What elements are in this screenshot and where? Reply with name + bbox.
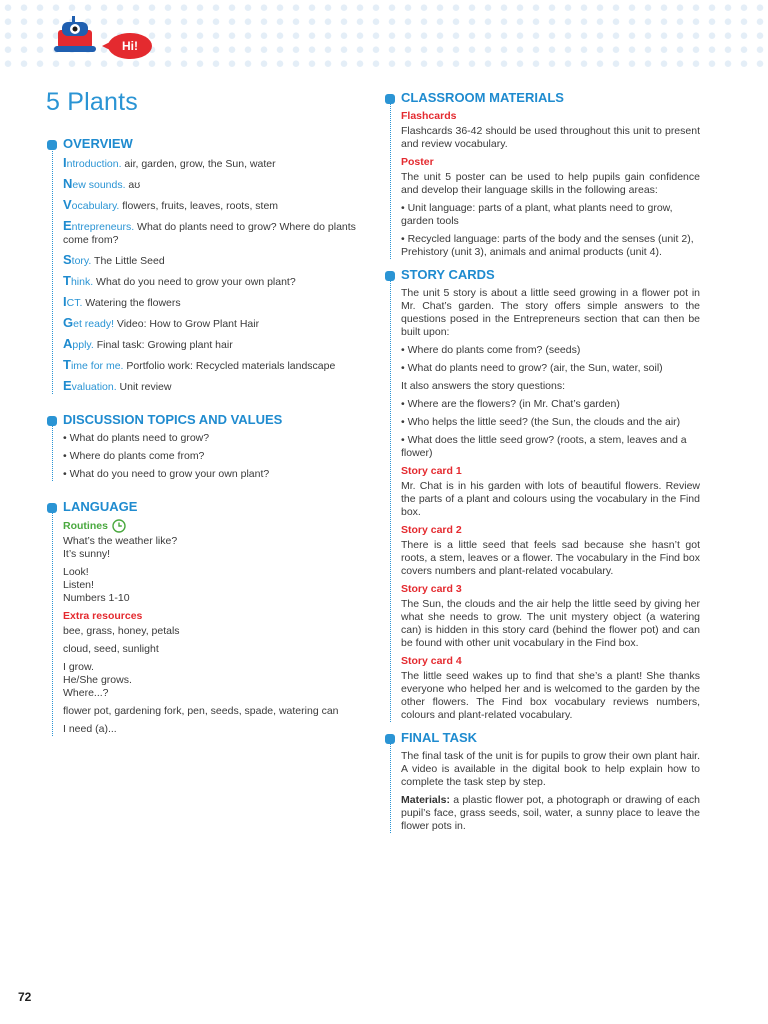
- list-item: • Recycled language: parts of the body and the senses (unit 2), Prehistory (unit 3), animals and animal products (unit 4).: [401, 233, 694, 258]
- overview-keyword: pply.: [72, 339, 94, 351]
- section-bullet-icon: [385, 271, 395, 281]
- language-line: It’s sunny!: [63, 548, 111, 560]
- routines-list: [63, 535, 368, 605]
- overview-text: Unit review: [116, 381, 172, 393]
- overview-letter: T: [63, 273, 71, 288]
- list-item: • Where do plants come from? (seeds): [401, 344, 581, 356]
- section-dotted-line: [390, 742, 391, 833]
- language-group: [63, 705, 368, 718]
- overview-letter: N: [63, 176, 73, 191]
- story-cards-section: [390, 267, 700, 722]
- language-line: Look!: [63, 566, 89, 578]
- overview-text: aʊ: [125, 179, 141, 191]
- overview-item: [63, 198, 368, 213]
- story-card-heading: Story card 2: [401, 524, 462, 536]
- language-line: Listen!: [63, 579, 94, 591]
- routines-label: Routines: [63, 519, 108, 532]
- overview-keyword: valuation.: [71, 381, 117, 393]
- overview-item: [63, 219, 368, 247]
- overview-letter: I: [63, 294, 67, 309]
- section-title: CLASSROOM MATERIALS: [401, 90, 564, 105]
- section-title: OVERVIEW: [63, 136, 133, 151]
- language-section: [52, 499, 368, 736]
- flashcards-text: Flashcards 36-42 should be used throughout this unit to present and review vocabulary.: [401, 125, 700, 150]
- overview-keyword: ntroduction.: [66, 158, 122, 170]
- story-intro: The unit 5 story is about a little seed growing in a flower pot in Mr. Chat’s garden. The story offers simple answers to the questions posed in the Entrepreneurs section that can then be built upon:: [401, 287, 700, 338]
- language-group: [63, 566, 368, 605]
- materials-list: a plastic flower pot, a photograph or drawing of each pupil’s face, grass seeds, soil, water, a sunny place to leave the flower pots in.: [401, 794, 700, 832]
- language-line: flower pot, gardening fork, pen, seeds, spade, watering can: [63, 705, 339, 717]
- clock-icon: [112, 519, 126, 533]
- overview-keyword: ime for me.: [70, 360, 124, 372]
- overview-item: [63, 337, 368, 352]
- language-group: [63, 625, 368, 638]
- right-column: [390, 90, 700, 838]
- section-title: LANGUAGE: [63, 499, 138, 514]
- overview-letter: V: [63, 197, 72, 212]
- overview-keyword: ntrepreneurs.: [71, 221, 135, 233]
- left-column: [52, 136, 368, 741]
- overview-text: What do plants need to grow? Where do plants come from?: [63, 221, 356, 246]
- header-pattern: [0, 0, 768, 68]
- list-item: • Unit language: parts of a plant, what plants need to grow, garden tools: [401, 202, 673, 227]
- story-card-heading: Story card 4: [401, 655, 462, 667]
- overview-letter: E: [63, 378, 72, 393]
- story-card-text: The little seed wakes up to find that she’s a plant! She thanks everyone who helped her and is welcomed to the garden by the other flowers. The Find box vocabulary reviews numbers, colours and plant-related vocabulary.: [401, 670, 700, 721]
- language-group: [63, 535, 368, 561]
- section-bullet-icon: [385, 734, 395, 744]
- language-line: What’s the weather like?: [63, 535, 178, 547]
- story-card-heading: Story card 1: [401, 465, 462, 477]
- language-group: [63, 643, 368, 656]
- extra-resources-list: [63, 625, 368, 736]
- classroom-materials-section: [390, 90, 700, 259]
- section-bullet-icon: [385, 94, 395, 104]
- section-dotted-line: [390, 279, 391, 722]
- list-item: • Who helps the little seed? (the Sun, the clouds and the air): [401, 416, 681, 428]
- list-item: • Where are the flowers? (in Mr. Chat’s garden): [401, 398, 620, 410]
- hi-speech-bubble: Hi!: [108, 33, 152, 59]
- language-line: bee, grass, honey, petals: [63, 625, 180, 637]
- materials-text: [401, 794, 700, 833]
- overview-text: Watering the flowers: [82, 297, 181, 309]
- section-dotted-line: [52, 148, 53, 394]
- overview-keyword: CT.: [66, 297, 83, 309]
- list-item: • What does the little seed grow? (roots, a stem, leaves and a flower): [401, 434, 687, 459]
- overview-letter: G: [63, 315, 74, 330]
- overview-keyword: ew sounds.: [72, 179, 126, 191]
- discussion-section: [52, 412, 368, 481]
- list-item: • What do plants need to grow? (air, the Sun, water, soil): [401, 362, 663, 374]
- language-line: I need (a)...: [63, 723, 117, 735]
- overview-item: [63, 177, 368, 192]
- story-card-text: The Sun, the clouds and the air help the little seed by giving her what she needs to grow. The unit mystery object (a watering can) is hidden in this story card (behind the flower pot) and can be found with other unit vocabulary in the Find box.: [401, 598, 700, 649]
- story-card-text: There is a little seed that feels sad because she hasn’t got roots, a stem, leaves or a flower. The vocabulary in the Find box covers numbers and plant-related vocabulary.: [401, 539, 700, 577]
- materials-label: Materials:: [401, 794, 451, 806]
- overview-item: [63, 316, 368, 331]
- overview-item: [63, 379, 368, 394]
- final-task-text: The final task of the unit is for pupils to grow their own plant hair. A video is available in the digital book to help explain how to complete the task step by step.: [401, 750, 700, 788]
- poster-heading: Poster: [401, 156, 434, 168]
- overview-letter: A: [63, 336, 73, 351]
- overview-letter: T: [63, 357, 71, 372]
- overview-letter: E: [63, 218, 72, 233]
- overview-text: Video: How to Grow Plant Hair: [113, 318, 260, 330]
- story-card-heading: Story card 3: [401, 583, 462, 595]
- overview-text: Final task: Growing plant hair: [93, 339, 233, 351]
- overview-item: [63, 156, 368, 171]
- overview-keyword: tory.: [71, 255, 92, 267]
- story-card-text: Mr. Chat is in his garden with lots of beautiful flowers. Review the parts of a plant and colours using the vocabulary in the Find box.: [401, 480, 700, 518]
- overview-text: What do you need to grow your own plant?: [93, 276, 296, 288]
- poster-text: The unit 5 poster can be used to help pupils gain confidence and develop their language skills in the following areas:: [401, 171, 700, 196]
- robot-mascot-icon: [52, 16, 112, 56]
- language-line: He/She grows.: [63, 674, 132, 686]
- extra-resources-heading: Extra resources: [63, 610, 143, 622]
- overview-item: [63, 274, 368, 289]
- overview-letter: I: [63, 155, 67, 170]
- language-line: cloud, seed, sunlight: [63, 643, 159, 655]
- language-group: [63, 661, 368, 700]
- section-title: DISCUSSION TOPICS AND VALUES: [63, 412, 283, 427]
- language-line: Where...?: [63, 687, 109, 699]
- section-bullet-icon: [47, 140, 57, 150]
- overview-keyword: et ready!: [73, 318, 114, 330]
- overview-keyword: ocabulary.: [71, 200, 120, 212]
- section-title: FINAL TASK: [401, 730, 478, 745]
- language-line: Numbers 1-10: [63, 592, 130, 604]
- overview-item: [63, 253, 368, 268]
- story-also: It also answers the story questions:: [401, 380, 565, 392]
- page-title: 5 Plants: [46, 88, 138, 116]
- final-task-section: [390, 730, 700, 833]
- overview-keyword: hink.: [70, 276, 94, 288]
- section-dotted-line: [52, 511, 53, 736]
- overview-text: air, garden, grow, the Sun, water: [121, 158, 276, 170]
- list-item: • What do plants need to grow?: [63, 432, 210, 444]
- overview-section: [52, 136, 368, 394]
- section-title: STORY CARDS: [401, 267, 495, 282]
- flashcards-heading: Flashcards: [401, 110, 457, 122]
- section-bullet-icon: [47, 503, 57, 513]
- section-dotted-line: [390, 102, 391, 259]
- overview-list: [63, 156, 368, 394]
- list-item: • What do you need to grow your own plant?: [63, 468, 270, 480]
- language-line: I grow.: [63, 661, 94, 673]
- overview-text: Portfolio work: Recycled materials landscape: [123, 360, 336, 372]
- list-item: • Where do plants come from?: [63, 450, 205, 462]
- overview-letter: S: [63, 252, 72, 267]
- overview-item: [63, 358, 368, 373]
- language-group: [63, 723, 368, 736]
- page-number: 72: [18, 990, 32, 1004]
- section-bullet-icon: [47, 416, 57, 426]
- overview-item: [63, 295, 368, 310]
- section-dotted-line: [52, 424, 53, 481]
- overview-text: flowers, fruits, leaves, roots, stem: [119, 200, 279, 212]
- routines-heading: [63, 519, 368, 533]
- overview-text: The Little Seed: [91, 255, 165, 267]
